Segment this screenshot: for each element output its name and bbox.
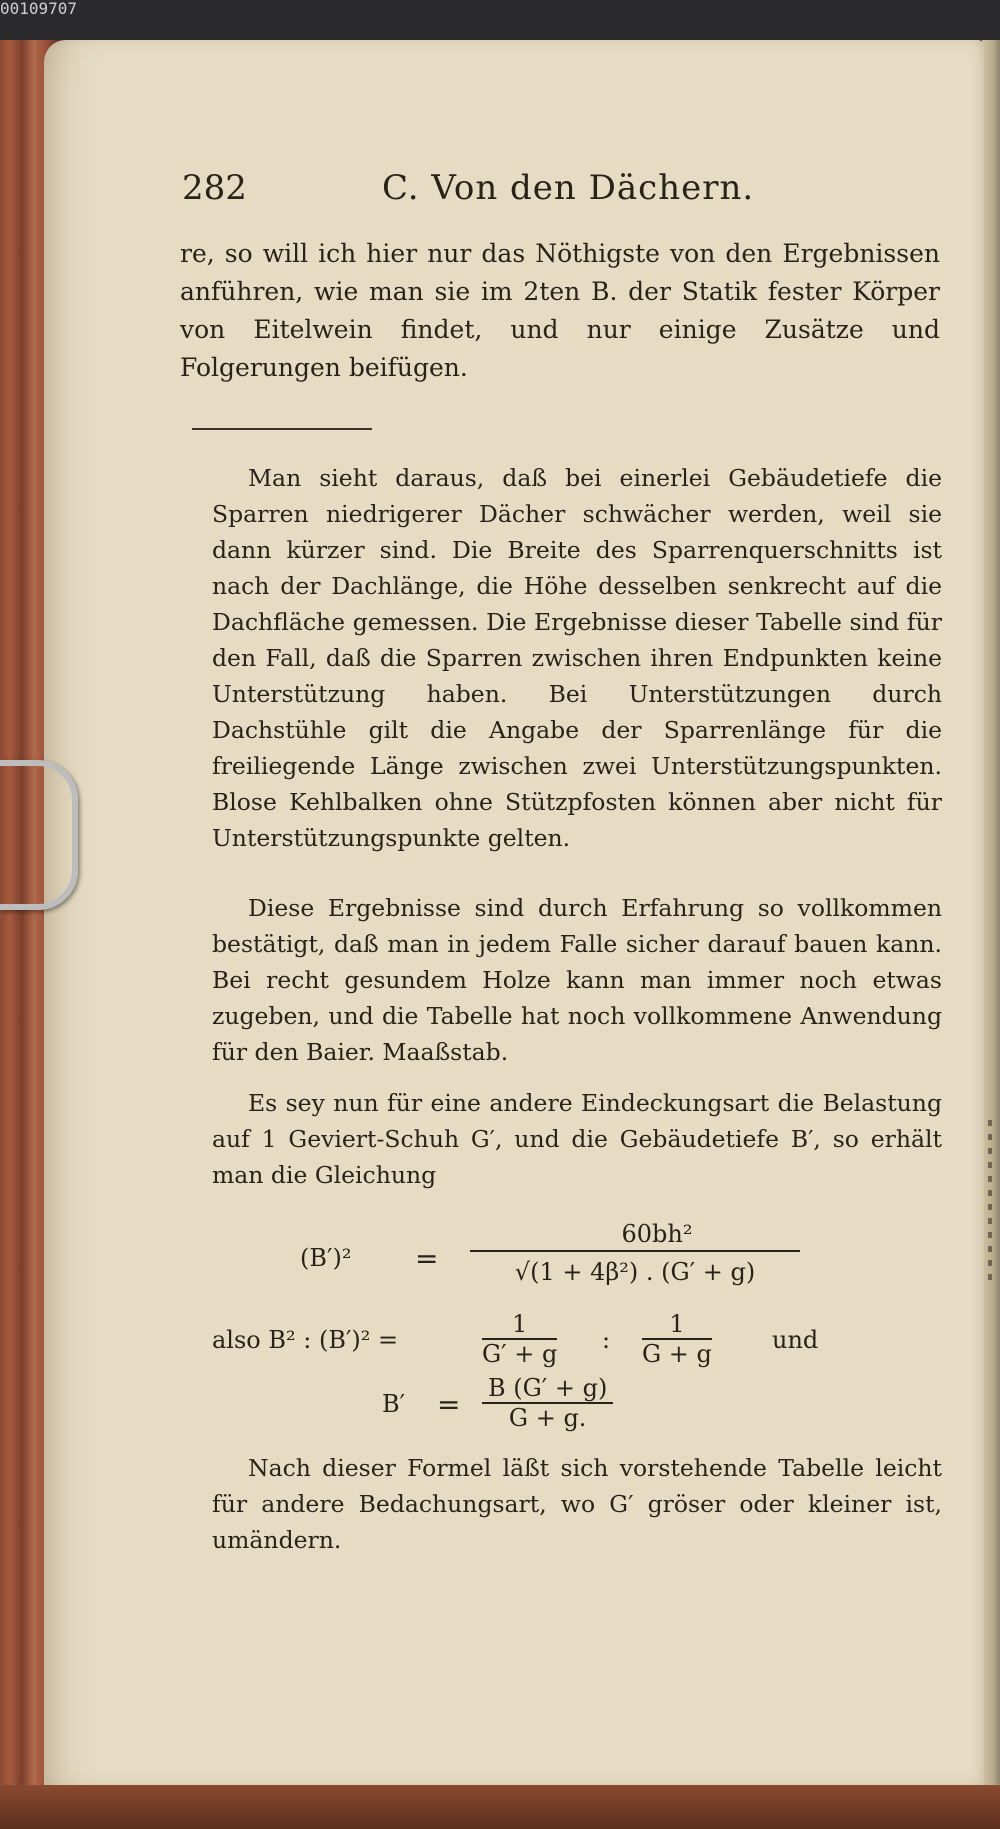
page-number: 282 — [182, 168, 247, 208]
note-paragraph-1: Man sieht daraus, daß bei einerlei Gebäudetiefe die Sparren niedrigerer Dächer schwächer werden, weil sie dann kürzer sind. Die Breite des Sparrenquerschnitts ist nach der Dachlänge, die Höhe desselben senkrecht auf die Dachfläche gemessen. Die Ergebnisse dieser Tabelle sind für den Fall, daß die Sparren zwischen ihren Endpunkten keine Unterstützung haben. Bei Unterstützungen durch Dachstühle gilt die Angabe der Sparrenlänge für die freiliegende Länge zwischen zwei Unterstützungspunkten. Blose Kehlbalken ohne Stützpfosten können aber nicht für Unterstützungspunkte gelten. — [212, 464, 942, 852]
note-paragraph-3: Es sey nun für eine andere Eindeckungsart die Belastung auf 1 Geviert-Schuh G′, und die Gebäudetiefe B′, so erhält man die Gleichung — [212, 1089, 942, 1189]
running-header — [182, 168, 782, 218]
eq2-frac2-denominator: G + g — [642, 1340, 712, 1368]
eq2-fraction-1 — [482, 1310, 557, 1368]
eq3-numerator: B (G′ + g) — [482, 1374, 613, 1404]
eq2-frac2-numerator: 1 — [642, 1310, 712, 1340]
eq2-fraction-2 — [642, 1310, 712, 1368]
note-paragraph-2: Diese Ergebnisse sind durch Erfahrung so vollkommen bestätigt, daß man in jedem Falle sicher darauf bauen kann. Bei recht gesundem Holze kann man immer noch etwas zugeben, und die Tabelle hat noch vollkommene Anwendung für den Baier. Maaßstab. — [212, 894, 942, 1066]
note-paragraph-4: Nach dieser Formel läßt sich vorstehende Tabelle leicht für andere Bedachungsart, wo G′ gröser oder kleiner ist, umändern. — [212, 1454, 942, 1554]
eq1-denominator: √(1 + 4β²) . (G′ + g) — [514, 1258, 756, 1286]
eq1-sign: = — [415, 1242, 439, 1275]
equation-3 — [382, 1374, 802, 1444]
equation-1 — [300, 1220, 820, 1298]
eq2-colon: : — [602, 1326, 611, 1354]
eq1-lhs: (B′)² — [300, 1244, 352, 1272]
intro-paragraph: re, so will ich hier nur das Nöthigste von den Ergebnissen anführen, wie man sie im 2ten B. der Statik fester Körper von Eitelwein findet, und nur einige Zusätze und Folgerungen beifügen. — [180, 239, 940, 382]
pencil-mark — [988, 1120, 992, 1280]
eq3-lhs: B′ — [382, 1390, 406, 1418]
eq2-suffix: und — [772, 1326, 819, 1354]
paper-clip-icon — [0, 760, 78, 910]
eq2-prefix: also B² : (B′)² = — [212, 1326, 399, 1354]
section-divider — [192, 428, 372, 430]
eq1-fraction-bar — [470, 1250, 800, 1252]
page-title: C. Von den Dächern. — [382, 168, 755, 208]
eq2-frac1-denominator: G′ + g — [482, 1340, 558, 1368]
eq3-fraction — [482, 1374, 613, 1432]
book-edge-bottom — [0, 1785, 1000, 1829]
eq1-numerator: 60bh² — [621, 1220, 693, 1248]
equation-2 — [212, 1310, 852, 1380]
eq2-frac1-numerator: 1 — [482, 1310, 557, 1340]
book-edge-right — [982, 40, 1000, 1829]
eq3-sign: = — [437, 1388, 461, 1421]
eq3-denominator: G + g. — [508, 1404, 587, 1432]
scan-label: 00109707 — [0, 0, 78, 18]
